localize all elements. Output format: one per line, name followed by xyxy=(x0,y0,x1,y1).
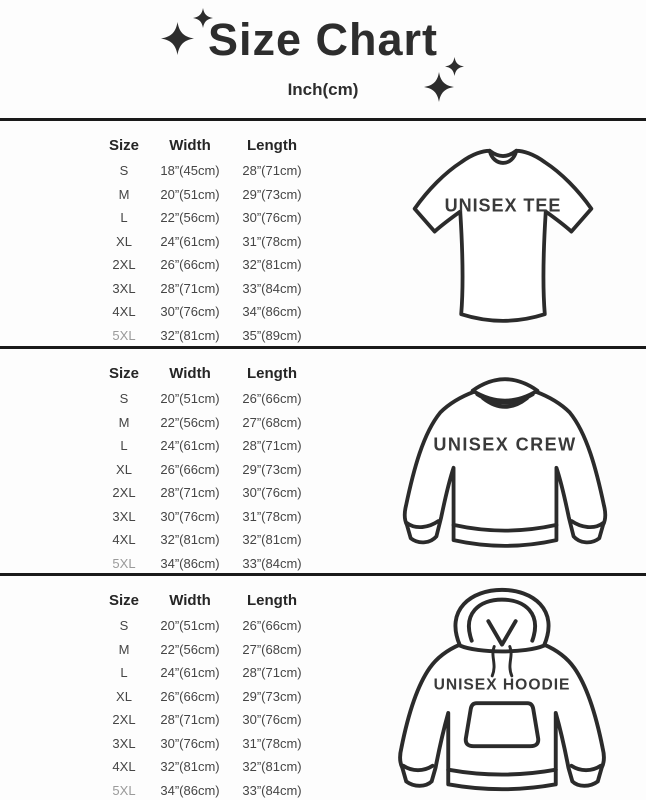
size-cell: M xyxy=(118,186,130,202)
column-header: Width xyxy=(169,364,211,382)
table-row xyxy=(100,159,312,183)
width-cell: 24”(61cm) xyxy=(160,438,220,454)
width-cell: 30”(76cm) xyxy=(160,304,220,320)
length-cell: 30”(76cm) xyxy=(242,210,302,226)
length-cell: 29”(73cm) xyxy=(242,688,302,704)
width-cell: 32”(81cm) xyxy=(160,532,220,548)
length-cell: 27”(68cm) xyxy=(242,414,302,430)
table-row xyxy=(100,552,312,576)
page-subtitle: Inch(cm) xyxy=(287,80,359,99)
width-cell: 22”(56cm) xyxy=(160,641,220,657)
size-cell: 4XL xyxy=(112,532,136,548)
table-row xyxy=(100,528,312,552)
size-cell: S xyxy=(119,618,129,634)
size-cell: L xyxy=(120,210,128,226)
page-title: Size Chart xyxy=(207,14,439,65)
column-header: Size xyxy=(108,591,139,609)
size-cell: XL xyxy=(116,461,132,477)
tee-figure xyxy=(388,147,618,337)
length-cell: 33”(84cm) xyxy=(242,782,302,798)
size-cell: M xyxy=(118,414,130,430)
size-cell: S xyxy=(119,163,129,179)
length-cell: 26”(66cm) xyxy=(242,391,302,407)
length-cell: 31”(78cm) xyxy=(242,735,302,751)
width-cell: 26”(66cm) xyxy=(160,688,220,704)
column-header: Width xyxy=(169,591,211,609)
column-header: Size xyxy=(108,364,139,382)
width-cell: 32”(81cm) xyxy=(160,759,220,775)
width-cell: 30”(76cm) xyxy=(160,735,220,751)
size-cell: 5XL xyxy=(112,782,136,798)
tee-illustration xyxy=(388,147,618,337)
table-row xyxy=(100,253,312,277)
crew-figure xyxy=(385,363,625,563)
width-cell: 30”(76cm) xyxy=(160,508,220,524)
length-cell: 31”(78cm) xyxy=(242,508,302,524)
table-row xyxy=(100,708,312,732)
table-row xyxy=(100,434,312,458)
size-cell: 3XL xyxy=(112,735,136,751)
tee-label: UNISEX TEE xyxy=(444,195,562,216)
width-cell: 20”(51cm) xyxy=(160,391,220,407)
length-cell: 33”(84cm) xyxy=(242,280,302,296)
width-cell: 32”(81cm) xyxy=(160,327,220,343)
size-cell: 4XL xyxy=(112,759,136,775)
width-cell: 34”(86cm) xyxy=(160,555,220,571)
size-table-hoodie xyxy=(100,586,312,800)
length-cell: 29”(73cm) xyxy=(242,461,302,477)
section-tee xyxy=(0,118,646,346)
tee-back-collar xyxy=(490,151,517,156)
size-cell: L xyxy=(120,665,128,681)
section-crew xyxy=(0,346,646,573)
table-header-row xyxy=(100,359,312,387)
table-row xyxy=(100,661,312,685)
table-row xyxy=(100,458,312,482)
length-cell: 28”(71cm) xyxy=(242,665,302,681)
column-header: Length xyxy=(247,364,297,382)
length-cell: 30”(76cm) xyxy=(242,712,302,728)
hoodie-drawstring xyxy=(510,647,512,676)
width-cell: 20”(51cm) xyxy=(160,186,220,202)
table-row xyxy=(100,411,312,435)
hoodie-figure xyxy=(387,584,617,799)
table-row xyxy=(100,206,312,230)
width-cell: 24”(61cm) xyxy=(160,233,220,249)
length-cell: 33”(84cm) xyxy=(242,555,302,571)
width-cell: 28”(71cm) xyxy=(160,485,220,501)
length-cell: 32”(81cm) xyxy=(242,532,302,548)
length-cell: 26”(66cm) xyxy=(242,618,302,634)
section-hoodie xyxy=(0,573,646,800)
table-row xyxy=(100,755,312,779)
crew-label: UNISEX CREW xyxy=(433,434,577,455)
table-row xyxy=(100,614,312,638)
size-table-tee xyxy=(100,131,312,347)
size-cell: 2XL xyxy=(112,712,136,728)
size-cell: 2XL xyxy=(112,257,136,273)
table-row xyxy=(100,732,312,756)
width-cell: 26”(66cm) xyxy=(160,461,220,477)
size-cell: 3XL xyxy=(112,508,136,524)
width-cell: 22”(56cm) xyxy=(160,414,220,430)
width-cell: 34”(86cm) xyxy=(160,782,220,798)
table-header-row xyxy=(100,131,312,159)
size-cell: 3XL xyxy=(112,280,136,296)
size-cell: 4XL xyxy=(112,304,136,320)
table-row xyxy=(100,300,312,324)
length-cell: 29”(73cm) xyxy=(242,186,302,202)
width-cell: 26”(66cm) xyxy=(160,257,220,273)
size-cell: S xyxy=(119,391,129,407)
column-header: Length xyxy=(247,136,297,154)
length-cell: 32”(81cm) xyxy=(242,257,302,273)
table-row xyxy=(100,481,312,505)
width-cell: 28”(71cm) xyxy=(160,280,220,296)
length-cell: 35”(89cm) xyxy=(242,327,302,343)
width-cell: 20”(51cm) xyxy=(160,618,220,634)
table-row xyxy=(100,685,312,709)
table-row xyxy=(100,387,312,411)
hoodie-label: UNISEX HOODIE xyxy=(433,676,571,694)
size-cell: XL xyxy=(116,688,132,704)
size-cell: 2XL xyxy=(112,485,136,501)
size-cell: M xyxy=(118,641,130,657)
hoodie-illustration xyxy=(387,584,617,799)
length-cell: 28”(71cm) xyxy=(242,163,302,179)
width-cell: 28”(71cm) xyxy=(160,712,220,728)
table-header-row xyxy=(100,586,312,614)
hoodie-drawstring xyxy=(492,647,494,676)
width-cell: 22”(56cm) xyxy=(160,210,220,226)
table-row xyxy=(100,779,312,800)
size-cell: XL xyxy=(116,233,132,249)
table-row xyxy=(100,277,312,301)
hoodie-pocket xyxy=(466,703,539,746)
size-table-crew xyxy=(100,359,312,575)
length-cell: 34”(86cm) xyxy=(242,304,302,320)
size-cell: L xyxy=(120,438,128,454)
size-cell: 5XL xyxy=(112,555,136,571)
header xyxy=(0,0,646,118)
width-cell: 18”(45cm) xyxy=(160,163,220,179)
column-header: Width xyxy=(169,136,211,154)
length-cell: 32”(81cm) xyxy=(242,759,302,775)
width-cell: 24”(61cm) xyxy=(160,665,220,681)
length-cell: 27”(68cm) xyxy=(242,641,302,657)
table-row xyxy=(100,638,312,662)
length-cell: 28”(71cm) xyxy=(242,438,302,454)
length-cell: 31”(78cm) xyxy=(242,233,302,249)
tee-outline xyxy=(415,151,592,321)
crew-illustration xyxy=(385,363,625,563)
table-row xyxy=(100,183,312,207)
table-row xyxy=(100,230,312,254)
column-header: Size xyxy=(108,136,139,154)
table-row xyxy=(100,505,312,529)
column-header: Length xyxy=(247,591,297,609)
size-cell: 5XL xyxy=(112,327,136,343)
length-cell: 30”(76cm) xyxy=(242,485,302,501)
table-row xyxy=(100,324,312,348)
